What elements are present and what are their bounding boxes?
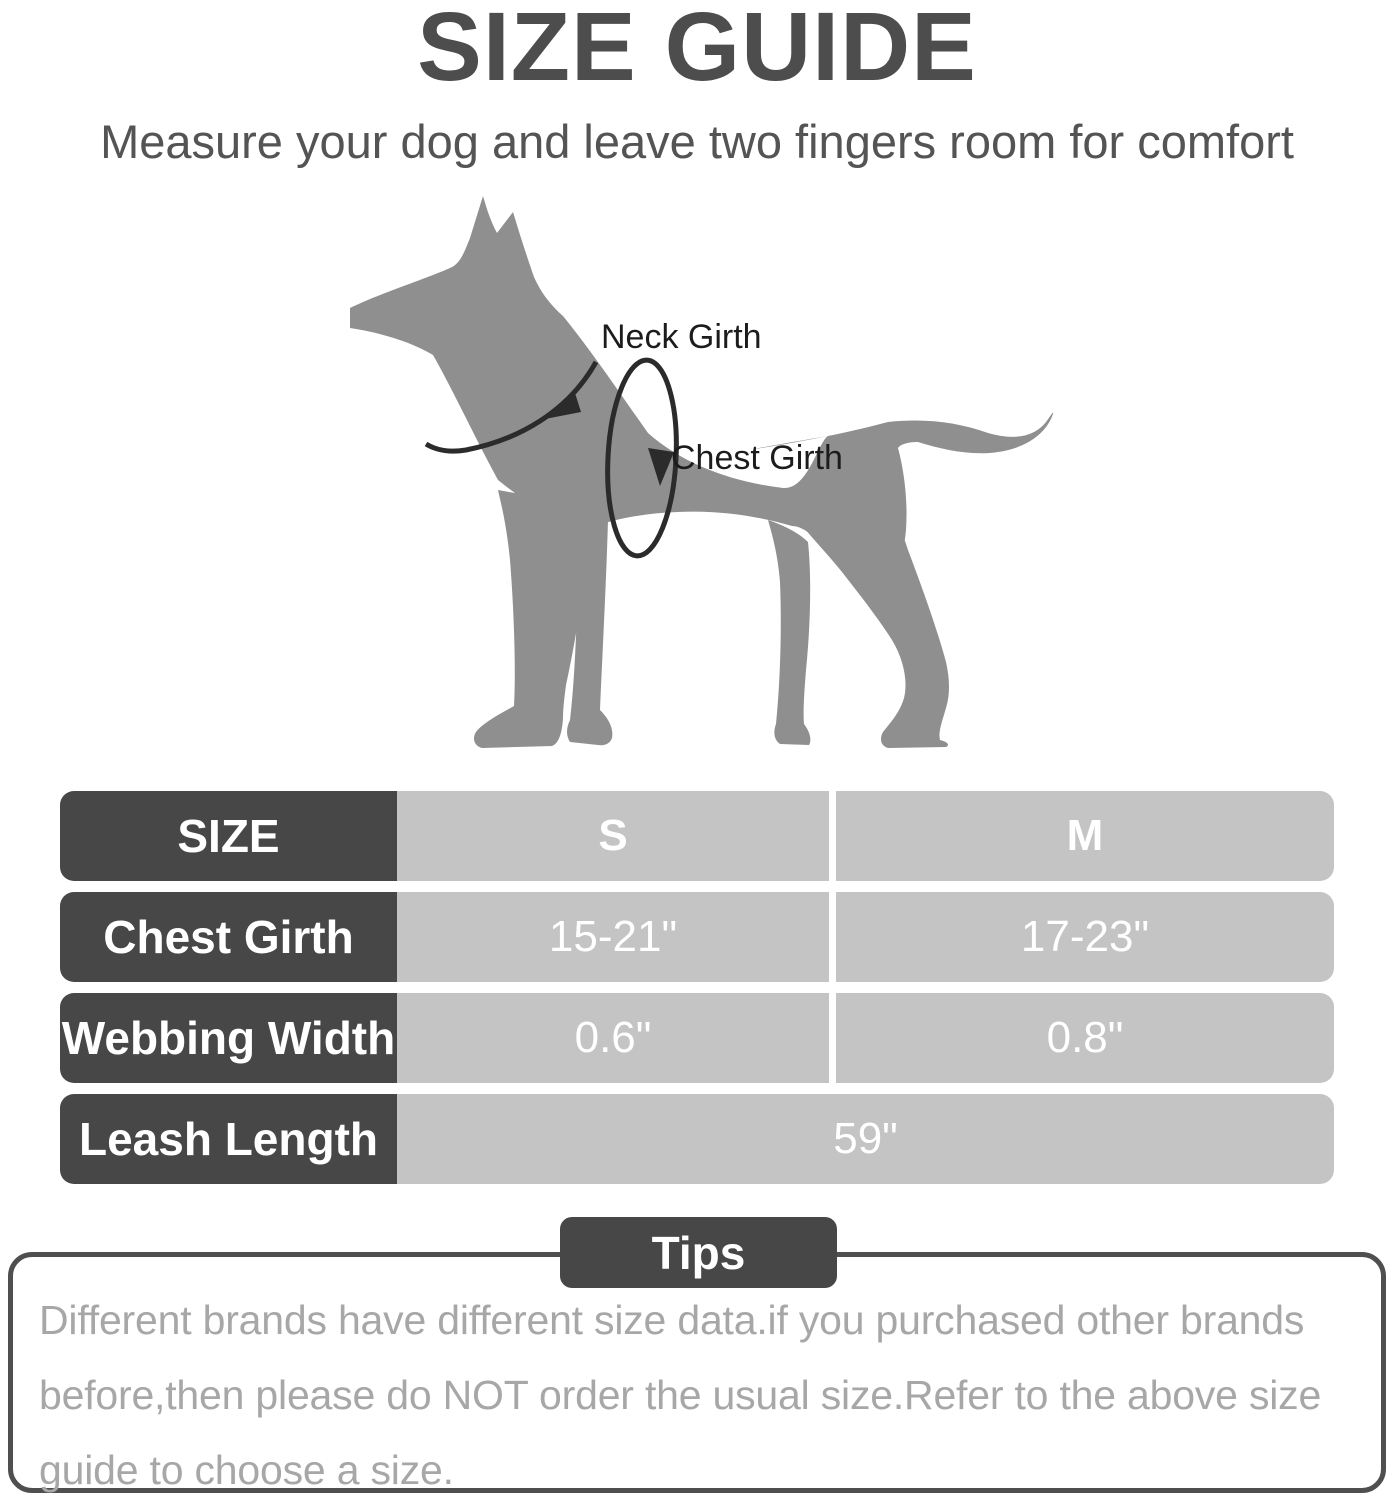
row-value-m: 17-23" [836, 892, 1334, 982]
row-value-s: 0.6" [397, 993, 829, 1083]
row-label: Leash Length [60, 1094, 397, 1184]
tips-badge: Tips [560, 1217, 837, 1288]
chest-girth-label: Chest Girth [671, 439, 843, 477]
tips-text: Different brands have different size data.if you purchased other brands before,then please do NOT order the usual size.Refer to the above size guide to choose a size. [39, 1297, 1322, 1493]
dog-rear-leg-far [768, 520, 810, 745]
dog-measurement-diagram [348, 190, 1060, 775]
dog-silhouette-body [350, 196, 1053, 584]
column-divider [829, 791, 836, 881]
table-row-webbing-width [60, 993, 1334, 1083]
size-table [60, 791, 1334, 1195]
table-header-col-s: S [397, 791, 829, 881]
neck-girth-label: Neck Girth [601, 318, 762, 356]
row-value-m: 0.8" [836, 993, 1334, 1083]
tips-box [8, 1252, 1386, 1493]
table-header-row [60, 791, 1334, 881]
table-header-col-m: M [836, 791, 1334, 881]
column-divider [829, 993, 836, 1083]
row-value-span: 59" [397, 1094, 1334, 1184]
table-row-leash-length [60, 1094, 1334, 1184]
dog-rear-leg-near [798, 517, 949, 748]
table-row-chest-girth [60, 892, 1334, 982]
page-title: SIZE GUIDE [417, 0, 977, 101]
row-label: Chest Girth [60, 892, 397, 982]
table-header-size: SIZE [60, 791, 397, 881]
row-label: Webbing Width [60, 993, 397, 1083]
page-subtitle: Measure your dog and leave two fingers room for comfort [100, 115, 1294, 168]
row-value-s: 15-21" [397, 892, 829, 982]
column-divider [829, 892, 836, 982]
